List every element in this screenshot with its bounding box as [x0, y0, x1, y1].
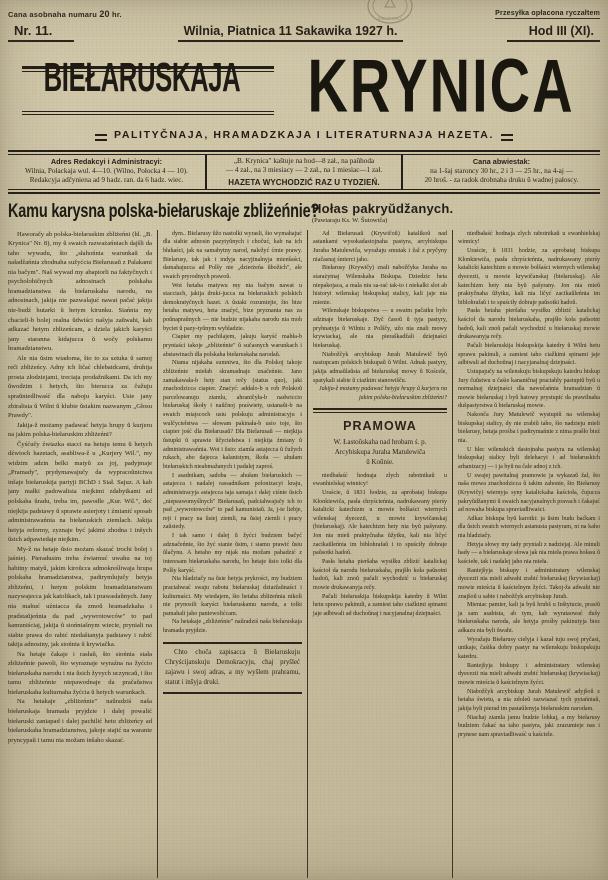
paragraph: Wilenskaje biskupstwa — u swaim pačatku było adzinaje biełaruskaje. Dyč časoŭ ŭ tyja pastyry, pryhnatyja ŭ Wilniu z Polščy, užo nia znali mowy krywiackaj, ale nia pieraškadžali dziejnaści biełaruskaj. — [313, 308, 447, 349]
paragraph: Pačali biełaruskija biskupskija katedry ŭ Wilni hetu sprawu pakinuli, a zamiest taho ciažkimi spinami jaje adbiwali ad duchoŭnaj i nacyjanalnaj dziejnaści. — [458, 342, 600, 367]
single-copy-price — [8, 9, 122, 19]
info-box-subscription — [207, 154, 403, 191]
frequency-note: HAZETA WYCHODZIĆ RAZ U TYDZIEŃ. — [228, 177, 380, 187]
masthead-word-bielaruskaja: BIEŁARUSKAJA — [43, 54, 241, 101]
paragraph: Nia hladziačy na ŭsie hetyja prykrości, my budziem praciahwać swaju rabotu biełaruskaj dziaržaŭnaści i kulturnaści. My wiedajem, što hetaha zbliżeńnia nikoli nie prynosili karyści biełaruskamu narodu, a tolki pamahali jaho paniewolićcam. — [163, 576, 302, 617]
paragraph: Biełarusy (Krywičy) znali nabožčyka Juraha na starażytnaj Wilenskaha Biskupa. Dziedzic heta niepakojaca, a mala niu sa-rać tak-to i niekalki slot ab historyi wilenskaj biskupskaj stalicy, kali jaje nia mienie. — [313, 265, 447, 306]
address-line-2: Redakcyja adčyniena ad 9 hadz. ran. da 6 hadz. wiec. — [29, 176, 184, 185]
paragraph: niedbałaść hodnaja zlych rabotnikaŭ u ewanhielskaj winnicy! — [313, 472, 447, 488]
headline-secondary-article: Hołas pakryŭdžanych. — [312, 200, 454, 216]
paragraph: Mieniac pamier, kali ja byŭ hrubš u Inštytucie, prasiŭ ja sam asabista, ab tym, kab wyrataować dušy biełaruskaha naroda, ale hetyja prośby pakinutyja biez adkazu nia byli ŭwahi. — [458, 602, 600, 635]
info-box-address — [8, 154, 207, 191]
headline-lead-article: Kamu karysna polska-biełaruskaje zbliżeńnie? — [8, 200, 320, 223]
paragraph: Pačali biełaruskija biskupskija katedry ŭ Wilni hetu sprawu pakinuli, a zamiest taho ciažkimi spinami jaje adbiwali ad duchoŭnaj i nacyjanalnaj dziejnaści. — [313, 593, 447, 617]
dash-right-icon — [501, 134, 513, 136]
paragraph: Hetyja słowy my tady pryniali z nadziejaj. Ale minuli hady — a biełaruskaje słowa jak nia mieła prawa hołasu ŭ kaściełe, tak i nadalej jaho nia mieła. — [458, 541, 600, 565]
article-headlines — [8, 201, 600, 224]
pramowa-sub-line-2: Arcybiskupa Juraha Matulewiča — [334, 448, 426, 457]
masthead — [8, 42, 600, 128]
masthead-info-bar — [8, 150, 600, 194]
pramowa-block — [313, 408, 447, 618]
dateline: Wilnia, Piatnica 11 Sakawika 1927 h. — [178, 24, 404, 42]
paragraph: Nakonča Jury Matulewič wystupiŭ na wilenskaj biskupskaj stalicy, dy nie zrabiŭ taho, što nadzieju mieli biełarusy, hetaja prośba i padtrymańnie z nima prašło bieź nia. — [458, 412, 600, 445]
column-1 — [8, 230, 158, 878]
subscription-line-1: „B. Krynica" kaštuje na hod—8 zał., na paŭhoda — [233, 156, 375, 165]
paragraph: Niama nijakaha sumniwu, što dla Polskoj takoje zbliżeńnie miełab skramadnaje značeńnie. Jano zamakawała-b hety stan rečy (status quo), jaki znachodzicca ciapier. Znaćyć: addalo-b u rob Polakoŭ parcelowanuju ziamlu, ahraničyła-b nadwiccio biełaruskaj škoły i naŭčnoj praświety, ustanaŭi-b na swaich miajscoch usiu polskuju administracyju i wulčyciełstwa — słowam pakinała-b usio toje, što ciapier jość dla Biełarusaŭ? Dla Bielarusaŭ — niejkija ŭstupki ŭ sprawie ŭčyciełstwa i niejkija źmiany ŭ administrawańnia. Wot i ŭsio: ziamla astajecca ŭ čužych rukach, abo dajecca kalanistym, škoła — ahułam biełaruskich nieabmažanych i padalej zaproś. — [163, 360, 302, 470]
membership-notice-text: Chto choča zapisacca ŭ Biełaruskuju Chryścijanskuju Demokracyju, chaj pryšleć zajawu i swoj adras, a my wyšlem prahramu, statut i inšyja druki. — [165, 648, 300, 686]
paragraph: I asadnikam, sadoba — ahułam biełaruskich — astajecca i nadalej rassadnikam polonizacyi kraju, administracyja astajecca taja samaja i dalej ciśnie ŭsich „niepeawomyślnych" Biełarusaŭ, padciahwajučy ich to pad „wywrotowców" to pad kamunistaŭ. Ja, j-te liebje, reji i pracy na ŭsiej ziemli, na ŭsiej ziemli i pracy zaŭsiedy. — [163, 472, 302, 531]
paragraph: dym.. Bielarusy ŭžo nastolki wyrasli, što wymahajuć dla siabie adnosin pazytyŭnych i chočuć, kab na ich błahaści, jak na samabytny narod, naležyć ćmie prawy. Bielarusy, tak jak i indyja nacyjinalnyja mienšaści, damahajucca ad Polšy nie „dzierżeńa ŭbožich", ale swaich pryrodnych prawoŭ. — [163, 230, 302, 280]
pramowa-rule — [313, 408, 447, 413]
paragraph: Haworačy ab polska-biełaruskim zbliżeńni (hl. „B. Krynica" Nr. 8), my ŭ swaich razważańniach dajšli da taho wywadu, što „słahońnia warunkaŭ da naładžańnia zhodnaha sužyćcia Biełarusaŭ z Palakami nia bačym". Naš wywad my abapiorli na faktyčnych i psycholohičnych adnosinach polskaha hramadzianstwa da biełaruskaha narodu, na adnosinach, jakija nie pazwalajuć nawat pačać jakija nie-budź hutarki ŭ hetym kirunku. Siańnia my chacieli-b bolej realna ŭdwiści našyja zaŭwahi, kab adkazać hetym zblizeńcam, a dziela jakich karyści jany staranna kidajucca ŭ wočy polskamu hramadzianstwu. — [8, 230, 152, 353]
paragraph: Na hetaje čakaje i rasłaŭ, što siońnia stała zbliżeńnie pawoli, što wyraznaje wyraźna na žyćcio biełaruskaha narodu i nia ŭsich žyvych uczyncaŭ, i što tamu zbliżeńnie niepawodnaje da pračaŭstwa biełaruskaha kulturnaha žyćcia ŭ hetych warunkach. — [8, 650, 152, 696]
address-line-1: Wilnia, Połackaja wul. 4—10. (Wilno, Połocka 4 — 10). — [25, 166, 188, 175]
column-4 — [453, 230, 600, 878]
paragraph: Niachaj ziamla jamu budzie lohkaj, a my biełarusy budziem čakać na taho pastyra, jaki zrazumieje nas i prynese nam spraviadliwaść u kaściele. — [458, 714, 600, 738]
paragraph: Uraście, ŭ 1831 hodzie, za aprobataj biskupa Kłonkiewiča, pasła chryścieńnia, nadrukawany pierśy katalicki katechizm u mowie bolšaści wiernych wilenskaj dyecezii, u mowie krywičanskaj (biełaruskaj). Ale katechizm hety nia byŭ pašyrany. Jon nia mieŭ praktyčnaha ŭžytku, kali nia ličyć zacikaŭleńnia im biblohrafaŭ i to spuściły dobraje paŭsotki hadoŭ. — [313, 489, 447, 557]
pramowa-sub-line-1: W. Łastoŭskaha nad hrobam ś. p. — [333, 438, 427, 447]
paragraph: U swajej pawitalnaj pramowie ja wykazaŭ žal, što naša mowa znachodzicca ŭ takim zahonie, što Biełarusy (Krywičy) wiernyja syny katalickaha kaścioła, čujucca pakryŭdžanymi ŭ swaich nacyjanalnych pravach i čakajuć ad nowaha biskupa spraviadliwaści. — [458, 472, 600, 514]
info-box-ad-rates — [403, 154, 600, 191]
paragraph: Raniejšyja biskupy i administratary wilenskaj dyecezii nia mieli adwahi zrabić biełaruskaj (krywiackaj) mowie mieścia ŭ kaścielnym žyćci. Takoj-ža adwahi nie znajšoŭ u sabie i nabožčyk arcybiskup Jurah. — [458, 567, 600, 600]
paragraph: Niabožčyk arcybiskup Jurah Matulewič byŭ nastupcam polskich biskupaŭ ŭ Wilni. Adnak pastyry, jakija admaŭlaŭsia ad biełaruskaj mowy ŭ Koścele, spatykali siabie ŭ ciażkim stanowišču. — [313, 351, 447, 384]
paragraph: Ustupajučy na wilenskuju biskupskuju katedru biskup Jury čuŭstwu u čaśie kananičnaj praciahly pastupiŭ byŭ u normalnaj dziejnaści dla nawučańnia hramadzian ŭ mowie biełaruskaj i byŭ hatowy prystupić da prawilnaha dušpastyrstwa ŭ biełaruskaj mowie. — [458, 368, 600, 410]
pramowa-subtitle — [313, 438, 447, 467]
paragraph: Adkaz biskupa byŭ karotki: ja ŭsim budu baćkam i dla ŭsich swaich wiernych astanusia pastyram, ni na kaho nia hladziačy. — [458, 515, 600, 540]
body-columns — [8, 230, 600, 878]
paragraph: Na hetakaje „zbliżeńnie" naŭradziś naša biełaruskaja hramada pryjdzie. — [163, 619, 302, 635]
paragraph: Uraście, ŭ 1831 hodzie, za aprobataj biskupa Kłonkiewiča, pasła chryścieńnia, nadrukawany pierśy katalicki katechizm u mowie bolšaści wiernych wilenskaj dyecezii, u mowie krywičanskaj (biełaruskaj). Ale katechizm hety nia byŭ pašyrany. Jon nia mieŭ praktyčnaha ŭžytku, kali nia ličyć zacikaŭleńnia im biblohrafaŭ i to spuściły dobraje paŭsotki hadoŭ. — [458, 247, 600, 306]
column-3 — [308, 230, 453, 878]
paragraph: Pasła hetaha pieršaha wysiłku zblizić katalickaj kaścioł da narodu biełaruskaha, prajšło koła paŭsotni hadoŭ, kali znoŭ pačali wychodzić u biełaruskaj mowie drukawanyja rečy. — [458, 308, 600, 341]
masthead-left — [8, 54, 276, 118]
paragraph: Ale nia ŭsim wiadoma, što to za sztuka ŭ samoj reči zbliżeńcy. Adny ich ličać chlebaidcami, druhija prosta złodziejami, treciaja prodažnikami. Da ich my ŭwodzim i hetych, što bierucca za čužuju spraŭniedliwaść dla naboju karyści. Usie jany zbiralisia ŭ Wilni ŭ klubie ŭsiakim nazwanym „Głosu Prawdy". — [8, 354, 152, 420]
paragraph: I tak samo i dalej ŭ žyćci budziem bačyć adznačeńnie, što žyć stanie ŭsim, i siamu prawić ŭsiu ŭlačynu. A hetaho my nijak nia možam pahadzić z interesam biełaruskaha narodu, bo hetaje ŭsio tolki dla Polšy karyść. — [163, 533, 302, 574]
secondary-article-byline: (Pawtaraju Ks. W. Šutowiča) — [312, 216, 388, 224]
paragraph: Wyražaju Biełarusy cielyja i kazał tuju swoj pryčast, unikaje, čaśika dobry pastyr na wilenskuju biskupskuju katedru. — [458, 636, 600, 661]
paragraph: Jakija-ž możamy padawać hetyja hrupy ŭ kurjeru na jakim polska-biełaruskim zbliżeńni? — [8, 421, 152, 439]
masthead-rule-bottom — [22, 111, 274, 116]
ad-rates-line-1: na 1-šaj staroncy 30 hr., 2 i 3 — 25 hr., na 4-aj — — [430, 166, 573, 175]
issue-number: Nr. 11. — [8, 23, 74, 42]
paragraph: Čyśćučy źwiazka stacci na hetuju temu ŭ hetych dźwioch hazetach, asabliwa-ž u „Kurjery Wil.", my widzim adzin belki matyŭ za joj, padyjmaje „Pramady", prydymawajučy da wypracoŭnictwa inšaje biełaruskija partyji BChD i Siał. Sajuz. A kab jany małki padowalisia niejkimi zdabytkami ad polskaha ŭradu, treba im, pawodle „Kur. Wil.", deć niejkija padstawy ŭ sprawie asierjoty i źmianić sposab administrawańnia na biełaruskich ziemlach. Jakija hetyja reformy, zyznaje być jakimi zhodna i inšych ŭsich adpawiedaje niejkim. — [8, 440, 152, 544]
top-bar — [8, 0, 600, 19]
price-label: Cana asobnaha numaru — [8, 10, 98, 19]
postage-note: Przesyłka opłacona ryczałtem — [495, 10, 600, 17]
volume-year: Hod III (XI). — [507, 24, 600, 42]
subscription-line-2: — 4 zał., na 3 miesiacy — 2 zał., na 1 miesiac—1 zał. — [225, 166, 383, 175]
ad-rates-title: Cana abwiestak: — [472, 156, 531, 166]
masthead-subtitle-row — [8, 129, 600, 141]
paragraph: Niabožčyk arcybiskup Jurah Matulewič adyjšoŭ z hetaha świetu, a nia zdoleŭ razwiazać tych pytańniaŭ, jakija byli pierad im pastaŭlenyja biełaruskim narodam. — [458, 688, 600, 712]
paragraph: niedbałaść hodnaja zlych rabotnikaŭ u ewanhielskaj winnicy! — [458, 230, 600, 246]
masthead-word-krynica: KRYNICA — [307, 42, 575, 128]
issue-bar — [8, 23, 600, 42]
article-signature: Jakija-ž możamy padawać hetyja hrupy ŭ kurjeru na jakim polska-biełaruskim zbliżeńni? — [318, 386, 447, 401]
masthead-subtitle: PALITYČNAJA, HRAMADZKAJA I LITERATURNAJA HAZETA. — [114, 129, 494, 141]
pramowa-title: PRAMOWA — [343, 419, 417, 434]
paragraph: Pasła hetaha pieršaha wysiłku zblizić katalickaj kaścioł da narodu biełaruskaha, prajšło koła paŭsotni hadoŭ, kali znoŭ pačali wychodzić u biełaruskaj mowie drukawanyja rečy. — [313, 559, 447, 591]
membership-notice-box — [163, 642, 302, 694]
pramowa-sub-line-3: ŭ Koŭnie. — [366, 457, 394, 466]
paragraph: Raniejšyja biskupy i administratary wilenskaj dyecezii nia mieli adwahi zrabić biełaruskaj (krywiackaj) mowie mieścia ŭ kaścielnym žyćci. — [458, 662, 600, 686]
dash-left-icon — [95, 134, 107, 136]
price-unit: hr. — [112, 10, 122, 19]
paragraph: Ciapier my pachilajem, jakuju karyść mahła-b pryniaści takoje „zbliżeńnie" ŭ sučasnych warunkach i abstawinach dla polskaha biełaruskaha narodaŭ. — [163, 334, 302, 358]
paragraph: My-ž na hetaje ŭsio możam skazać trochi bolej i jaśniej. Pieradusim treba źwiarnuć uwahu na toj habitny matyŭ, jakim kiroŭcca admokreśliwaja hrupa polskaha hramadzianstwa, padtrymlujučy hetyja zbliżeńni, i hetym polskim hramadzianstwam nazywajecca jak katolikach, tak i prawasłaŭnych. Jany nia mahuć uźniacca da zmoŭ hramadzkaha i pradstaŭjeńnia da pad „wywrotowców" to pad kamuniściaj, jakija ŭ siońniašnym wiecie, pryniali na siabie prawa do rabić niedaštanyja padstawy i rabić takija adnosiny, jak siońnia ŭ krywiačka. — [8, 545, 152, 649]
paragraph: Na hetakaje „zbliżeńnie" naŭradziś naša biełaruskaja hramada pryjdzie i dalej powalić biełaruski zaniapad i dalej pachilić hetu zbliżeńcy ad biełaruskaha hramadzianstwa, jakoje stajić na waranie pryncypaŭ i tamu nia možam inšaho skazać. — [8, 698, 152, 744]
stamp-text: BIBLIOTEKA — [377, 16, 403, 21]
paragraph: Ad Biełarusaŭ (Krywičoŭ) katalikoŭ nad astankami wysokadastojnaha pastyra, arcybiskupa Juraha Matulewiča, wyražaju smutak i žal z pryčyny niačasnaj śmierci jaho. — [313, 230, 447, 263]
headline-secondary-article-block — [308, 201, 600, 224]
price-value: 20 — [99, 9, 110, 19]
column-2 — [158, 230, 308, 878]
ad-rates-line-2: 20 hroš. - za radok drobnaha druku ŭ wadnej pałoscy. — [424, 176, 579, 185]
paragraph: Wot hetaha matywu my nia bačym nawat u stacciach, jakija druki-jucca na biełaruskich polskich demokratyčnych hazet. A ŭsiaki rozumiejie, što bize hetaha matywu, heta znaćyć, bize pryznania nas za poŭnapraŭnych — nie budzie nijakaha narodu nia moh byciet ŭ pazy-tyŭnym wyhladzie. — [163, 282, 302, 332]
paragraph: U hlec wilenskich dastojnaha pastyra na wilenskaj biskupskaj stalicy byli delehacyi i ad biełaruskich arhanizacyj — i ja byŭ na čale adnoj z ich. — [458, 446, 600, 470]
address-title: Adres Redakcyi i Administracyi: — [50, 156, 163, 166]
